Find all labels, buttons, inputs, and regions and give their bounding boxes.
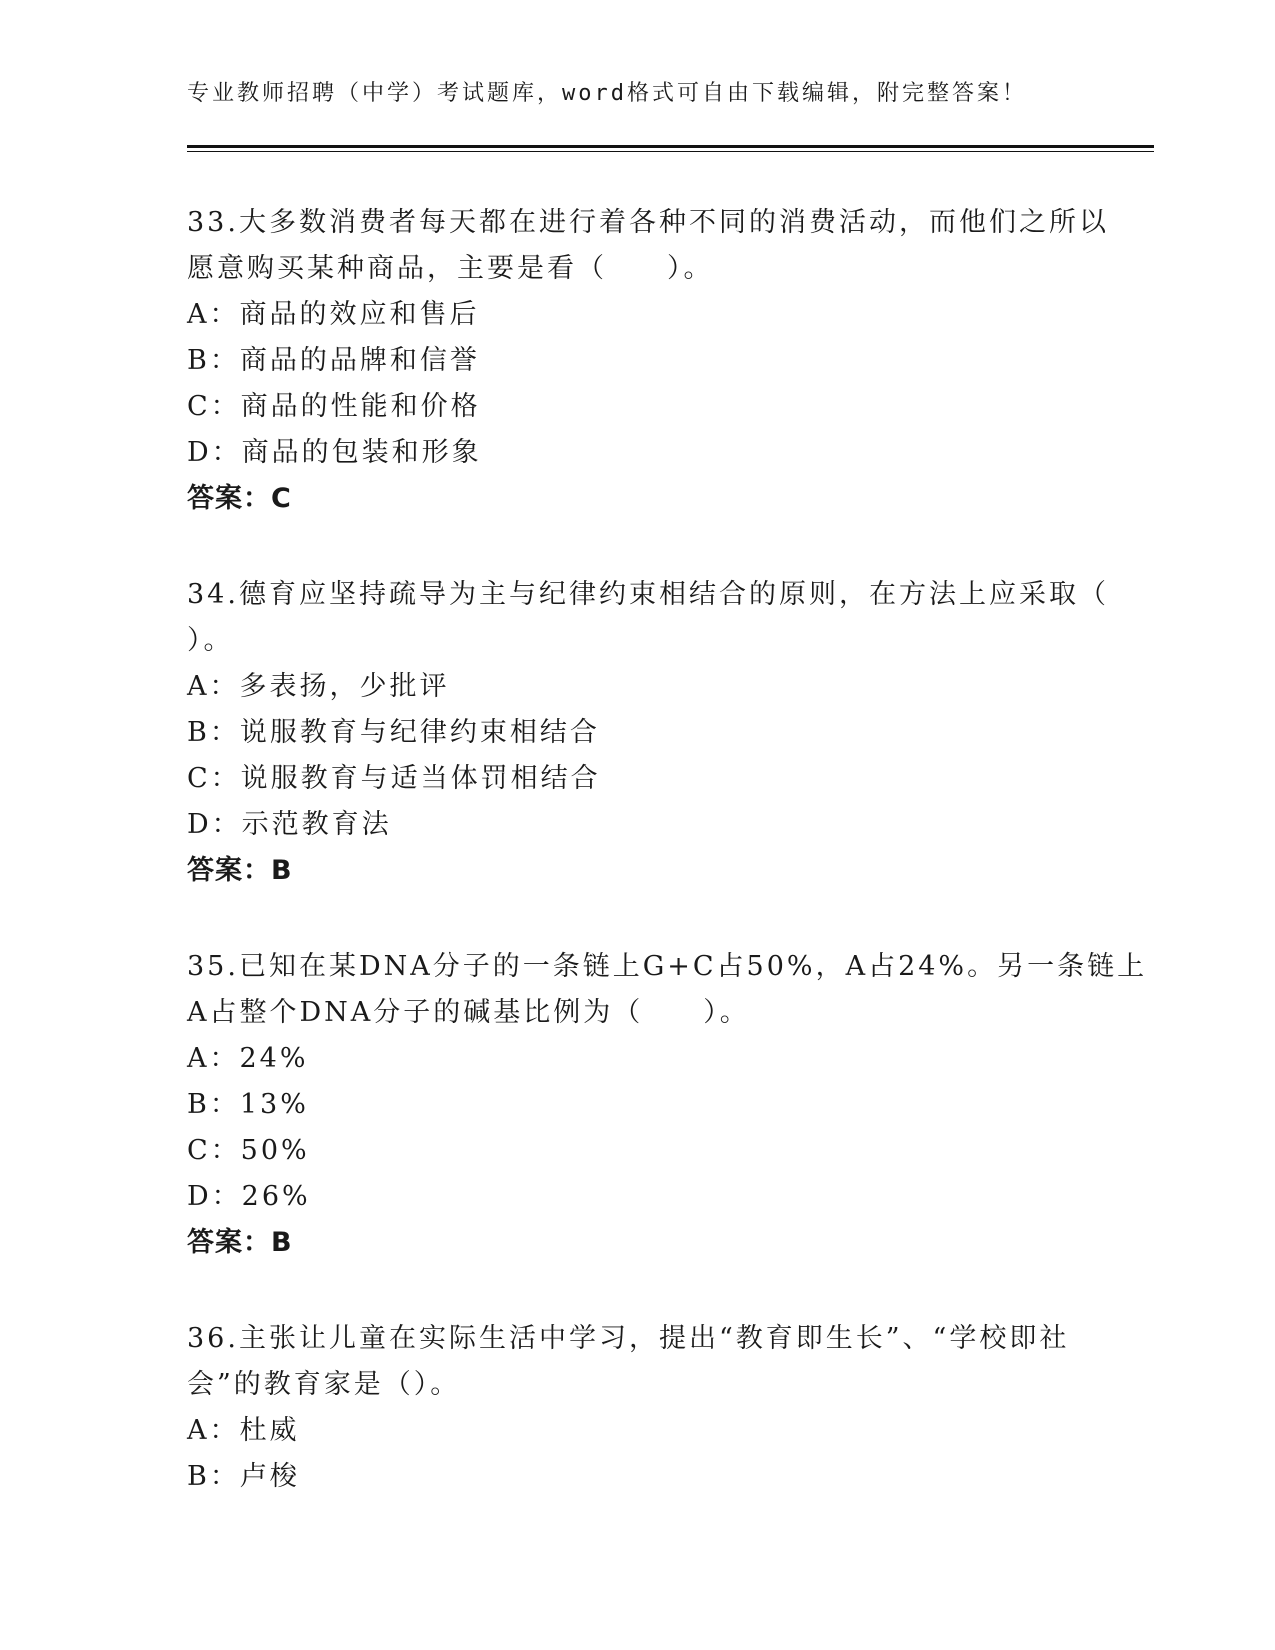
question-list [187,200,1148,1550]
option-b: B：说服教育与纪律约束相结合 [187,717,600,748]
question-stem-line: 36.主张让儿童在实际生活中学习，提出“教育即生长”、“学校即社 [187,1323,1070,1354]
question-stem-line: ）。 [187,625,234,656]
question-stem-line: 35.已知在某DNA分子的一条链上G+C占50%，A占24%。另一条链上 [187,951,1148,982]
question-33 [187,200,1109,522]
question-35 [187,944,1148,1266]
option-a: A：商品的效应和售后 [187,299,480,330]
answer-text: 答案：C [187,483,292,514]
answer-text: 答案：B [187,855,293,886]
option-a: A：多表扬，少批评 [187,671,450,702]
option-d: D：示范教育法 [187,809,392,840]
option-d: D：商品的包装和形象 [187,437,482,468]
option-b: B：卢梭 [187,1461,300,1492]
header-divider-thin [187,151,1154,152]
option-d: D：26% [187,1181,311,1212]
option-b: B：商品的品牌和信誉 [187,345,480,376]
option-a: A：杜威 [187,1415,300,1446]
option-a: A：24% [187,1043,309,1074]
question-stem-line: A占整个DNA分子的碱基比例为（ ）。 [187,997,750,1028]
option-c: C：说服教育与适当体罚相结合 [187,763,601,794]
question-36 [187,1316,1087,1500]
option-c: C：50% [187,1135,310,1166]
question-34 [187,572,1109,894]
page-header: 专业教师招聘（中学）考试题库，word格式可自由下载编辑，附完整答案！ [187,81,1027,106]
header-divider [187,145,1154,148]
question-stem-line: 会”的教育家是（）。 [187,1369,461,1400]
question-stem-line: 33.大多数消费者每天都在进行着各种不同的消费活动，而他们之所以 [187,207,1109,238]
question-stem-line: 愿意购买某种商品，主要是看（ ）。 [187,253,714,284]
option-c: C：商品的性能和价格 [187,391,481,422]
question-stem-line: 34.德育应坚持疏导为主与纪律约束相结合的原则，在方法上应采取（ [187,579,1109,610]
option-b: B：13% [187,1089,309,1120]
answer-text: 答案：B [187,1227,293,1258]
